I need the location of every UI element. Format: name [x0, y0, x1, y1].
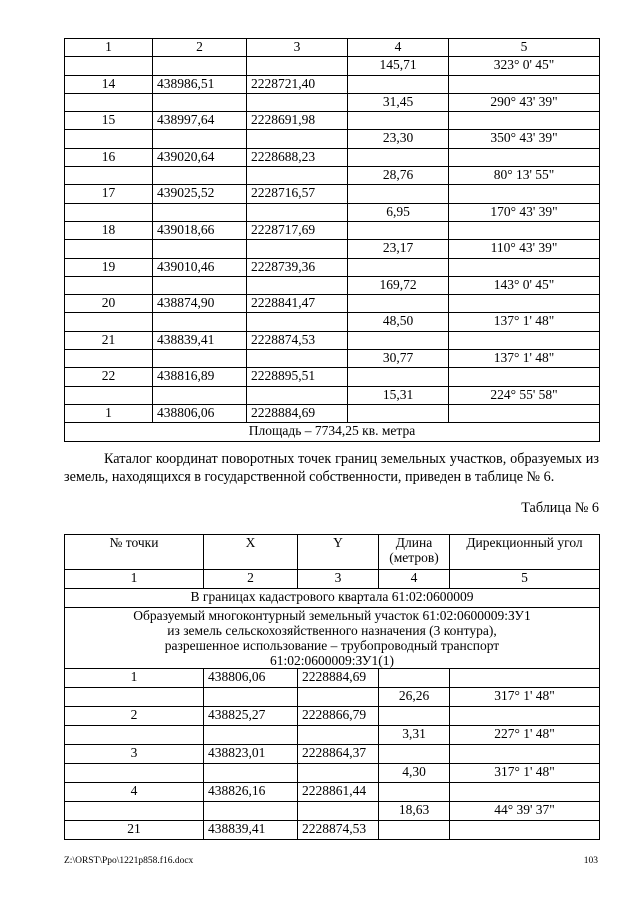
empty-angle [450, 783, 600, 802]
empty-angle [449, 258, 600, 276]
direction-angle: 170° 43' 39" [449, 203, 600, 221]
coord-y: 2228716,57 [247, 185, 348, 203]
empty-point [65, 167, 153, 185]
empty-x [153, 203, 247, 221]
direction-angle: 44° 39' 37" [450, 802, 600, 821]
empty-angle [449, 295, 600, 313]
empty-angle [450, 821, 600, 840]
segment-row [65, 386, 600, 404]
empty-point [65, 764, 204, 783]
empty-point [65, 688, 204, 707]
direction-angle: 224° 55' 58" [449, 386, 600, 404]
header-col-1: 1 [65, 39, 153, 57]
segment-length: 4,30 [379, 764, 450, 783]
header-direction-angle: Дирекционный угол [450, 535, 600, 570]
segment-row [65, 764, 600, 783]
segment-length: 3,31 [379, 726, 450, 745]
coord-x: 439018,66 [153, 221, 247, 239]
coord-x: 438806,06 [204, 669, 298, 688]
point-number: 21 [65, 821, 204, 840]
empty-x [204, 726, 298, 745]
point-number: 4 [65, 783, 204, 802]
point-number: 20 [65, 295, 153, 313]
empty-point [65, 130, 153, 148]
empty-point [65, 386, 153, 404]
table-6-label: Таблица № 6 [521, 500, 599, 516]
coord-y: 2228874,53 [247, 331, 348, 349]
point-number: 3 [65, 745, 204, 764]
empty-y [298, 764, 379, 783]
empty-length [348, 258, 449, 276]
direction-angle: 227° 1' 48" [450, 726, 600, 745]
empty-y [247, 203, 348, 221]
empty-y [298, 688, 379, 707]
empty-length [348, 221, 449, 239]
empty-length [379, 821, 450, 840]
empty-x [153, 93, 247, 111]
segment-length: 15,31 [348, 386, 449, 404]
empty-angle [449, 112, 600, 130]
empty-x [153, 276, 247, 294]
coord-x: 438826,16 [204, 783, 298, 802]
empty-angle [449, 75, 600, 93]
empty-angle [449, 185, 600, 203]
empty-length [379, 669, 450, 688]
point-number: 15 [65, 112, 153, 130]
direction-angle: 350° 43' 39" [449, 130, 600, 148]
segment-length: 18,63 [379, 802, 450, 821]
segment-row [65, 350, 600, 368]
point-row [65, 75, 600, 93]
point-number: 2 [65, 707, 204, 726]
empty-x [204, 764, 298, 783]
empty-y [247, 240, 348, 258]
point-row [65, 669, 600, 688]
empty-point [65, 240, 153, 258]
empty-x [204, 802, 298, 821]
empty-x [153, 57, 247, 75]
direction-angle: 323° 0' 45" [449, 57, 600, 75]
cadastral-quarter: В границах кадастрового квартала 61:02:0600009 [65, 589, 600, 608]
coord-x: 438825,27 [204, 707, 298, 726]
quarter-row [65, 589, 600, 608]
coordinates-table-5 [64, 38, 600, 442]
coord-x: 439020,64 [153, 148, 247, 166]
header-length: Длина (метров) [379, 535, 450, 570]
empty-point [65, 726, 204, 745]
empty-y [247, 313, 348, 331]
coord-y: 2228874,53 [298, 821, 379, 840]
direction-angle: 80° 13' 55" [449, 167, 600, 185]
segment-row [65, 313, 600, 331]
point-row [65, 185, 600, 203]
segment-row [65, 167, 600, 185]
empty-x [153, 130, 247, 148]
point-number: 1 [65, 669, 204, 688]
empty-point [65, 276, 153, 294]
direction-angle: 143° 0' 45" [449, 276, 600, 294]
empty-angle [450, 669, 600, 688]
empty-length [348, 185, 449, 203]
coord-x: 438874,90 [153, 295, 247, 313]
empty-angle [449, 221, 600, 239]
header-point-no: № точки [65, 535, 204, 570]
empty-angle [449, 148, 600, 166]
plot-line-2: из земель сельскохозяйственного назначения (3 контура), [167, 623, 497, 638]
area-total: Площадь – 7734,25 кв. метра [65, 423, 600, 441]
header-col-4: 4 [348, 39, 449, 57]
plot-description-row [65, 608, 600, 669]
empty-point [65, 93, 153, 111]
empty-length [348, 112, 449, 130]
coord-y: 2228866,79 [298, 707, 379, 726]
empty-point [65, 203, 153, 221]
header-col-5: 5 [449, 39, 600, 57]
plot-line-3: разрешенное использование – трубопроводный транспорт [164, 638, 500, 653]
empty-length [348, 404, 449, 422]
point-row [65, 783, 600, 802]
coord-x: 438839,41 [204, 821, 298, 840]
empty-x [153, 313, 247, 331]
empty-length [348, 368, 449, 386]
coord-y: 2228841,47 [247, 295, 348, 313]
plot-line-4: 61:02:0600009:ЗУ1(1) [270, 653, 394, 668]
empty-y [247, 350, 348, 368]
coord-x: 439010,46 [153, 258, 247, 276]
area-row [65, 423, 600, 441]
point-row [65, 258, 600, 276]
header-x: X [204, 535, 298, 570]
empty-y [298, 802, 379, 821]
direction-angle: 110° 43' 39" [449, 240, 600, 258]
coord-x: 438986,51 [153, 75, 247, 93]
coord-y: 2228721,40 [247, 75, 348, 93]
coordinates-table-6 [64, 534, 600, 840]
segment-length: 31,45 [348, 93, 449, 111]
empty-length [379, 783, 450, 802]
empty-length [379, 707, 450, 726]
header-col-2: 2 [153, 39, 247, 57]
plot-line-1: Образуемый многоконтурный земельный участок 61:02:0600009:ЗУ1 [133, 608, 531, 623]
direction-angle: 317° 1' 48" [450, 688, 600, 707]
segment-row [65, 93, 600, 111]
empty-point [65, 802, 204, 821]
segment-length: 169,72 [348, 276, 449, 294]
empty-length [348, 331, 449, 349]
direction-angle: 317° 1' 48" [450, 764, 600, 783]
point-row [65, 368, 600, 386]
coord-x: 438839,41 [153, 331, 247, 349]
point-number: 16 [65, 148, 153, 166]
catalog-paragraph [64, 450, 599, 486]
empty-x [153, 167, 247, 185]
plot-description [65, 608, 600, 669]
coord-y: 2228717,69 [247, 221, 348, 239]
empty-point [65, 313, 153, 331]
point-number: 19 [65, 258, 153, 276]
point-number: 17 [65, 185, 153, 203]
empty-length [348, 148, 449, 166]
segment-row [65, 203, 600, 221]
coord-y: 2228864,37 [298, 745, 379, 764]
empty-angle [450, 707, 600, 726]
coord-x: 438816,89 [153, 368, 247, 386]
segment-length: 28,76 [348, 167, 449, 185]
coord-y: 2228861,44 [298, 783, 379, 802]
point-number: 14 [65, 75, 153, 93]
segment-row [65, 57, 600, 75]
segment-length: 23,30 [348, 130, 449, 148]
table-5-body [65, 39, 600, 423]
empty-angle [450, 745, 600, 764]
point-row [65, 745, 600, 764]
empty-length [379, 745, 450, 764]
segment-row [65, 130, 600, 148]
segment-row [65, 802, 600, 821]
point-row [65, 821, 600, 840]
segment-length: 6,95 [348, 203, 449, 221]
empty-y [247, 386, 348, 404]
point-number: 18 [65, 221, 153, 239]
coord-y: 2228884,69 [298, 669, 379, 688]
table-6-header-row [65, 535, 600, 570]
col-number-3: 3 [298, 570, 379, 589]
coord-x: 438806,06 [153, 404, 247, 422]
coord-x: 438997,64 [153, 112, 247, 130]
empty-x [153, 386, 247, 404]
segment-row [65, 726, 600, 745]
coord-x: 438823,01 [204, 745, 298, 764]
empty-y [247, 130, 348, 148]
coord-y: 2228688,23 [247, 148, 348, 166]
segment-length: 145,71 [348, 57, 449, 75]
empty-y [247, 276, 348, 294]
empty-point [65, 350, 153, 368]
segment-row [65, 276, 600, 294]
coord-y: 2228884,69 [247, 404, 348, 422]
coord-y: 2228895,51 [247, 368, 348, 386]
point-row [65, 295, 600, 313]
point-number: 22 [65, 368, 153, 386]
header-y: Y [298, 535, 379, 570]
empty-angle [449, 404, 600, 422]
segment-length: 30,77 [348, 350, 449, 368]
point-row [65, 707, 600, 726]
direction-angle: 137° 1' 48" [449, 350, 600, 368]
empty-length [348, 295, 449, 313]
point-row [65, 331, 600, 349]
table-header-row [65, 39, 600, 57]
direction-angle: 290° 43' 39" [449, 93, 600, 111]
segment-length: 26,26 [379, 688, 450, 707]
empty-x [153, 350, 247, 368]
point-row [65, 221, 600, 239]
empty-y [247, 93, 348, 111]
coord-y: 2228691,98 [247, 112, 348, 130]
empty-x [153, 240, 247, 258]
header-col-3: 3 [247, 39, 348, 57]
coord-x: 439025,52 [153, 185, 247, 203]
empty-y [298, 726, 379, 745]
point-row [65, 148, 600, 166]
col-number-5: 5 [450, 570, 600, 589]
empty-y [247, 57, 348, 75]
point-number: 1 [65, 404, 153, 422]
paragraph-text: Каталог координат поворотных точек границ земельных участков, образуемых из земель, находящихся в государственной собственности, приведен в таблице № 6. [64, 451, 599, 485]
segment-row [65, 240, 600, 258]
direction-angle: 137° 1' 48" [449, 313, 600, 331]
table-6-number-row [65, 570, 600, 589]
point-row [65, 404, 600, 422]
segment-row [65, 688, 600, 707]
col-number-4: 4 [379, 570, 450, 589]
empty-point [65, 57, 153, 75]
col-number-2: 2 [204, 570, 298, 589]
point-row [65, 112, 600, 130]
empty-angle [449, 368, 600, 386]
coord-y: 2228739,36 [247, 258, 348, 276]
footer-page-number: 103 [583, 856, 598, 866]
point-number: 21 [65, 331, 153, 349]
segment-length: 48,50 [348, 313, 449, 331]
empty-y [247, 167, 348, 185]
footer-file-path: Z:\ORST\Ppo\1221p858.f16.docx [64, 856, 194, 866]
empty-length [348, 75, 449, 93]
col-number-1: 1 [65, 570, 204, 589]
table-6-body [65, 669, 600, 840]
empty-angle [449, 331, 600, 349]
segment-length: 23,17 [348, 240, 449, 258]
empty-x [204, 688, 298, 707]
